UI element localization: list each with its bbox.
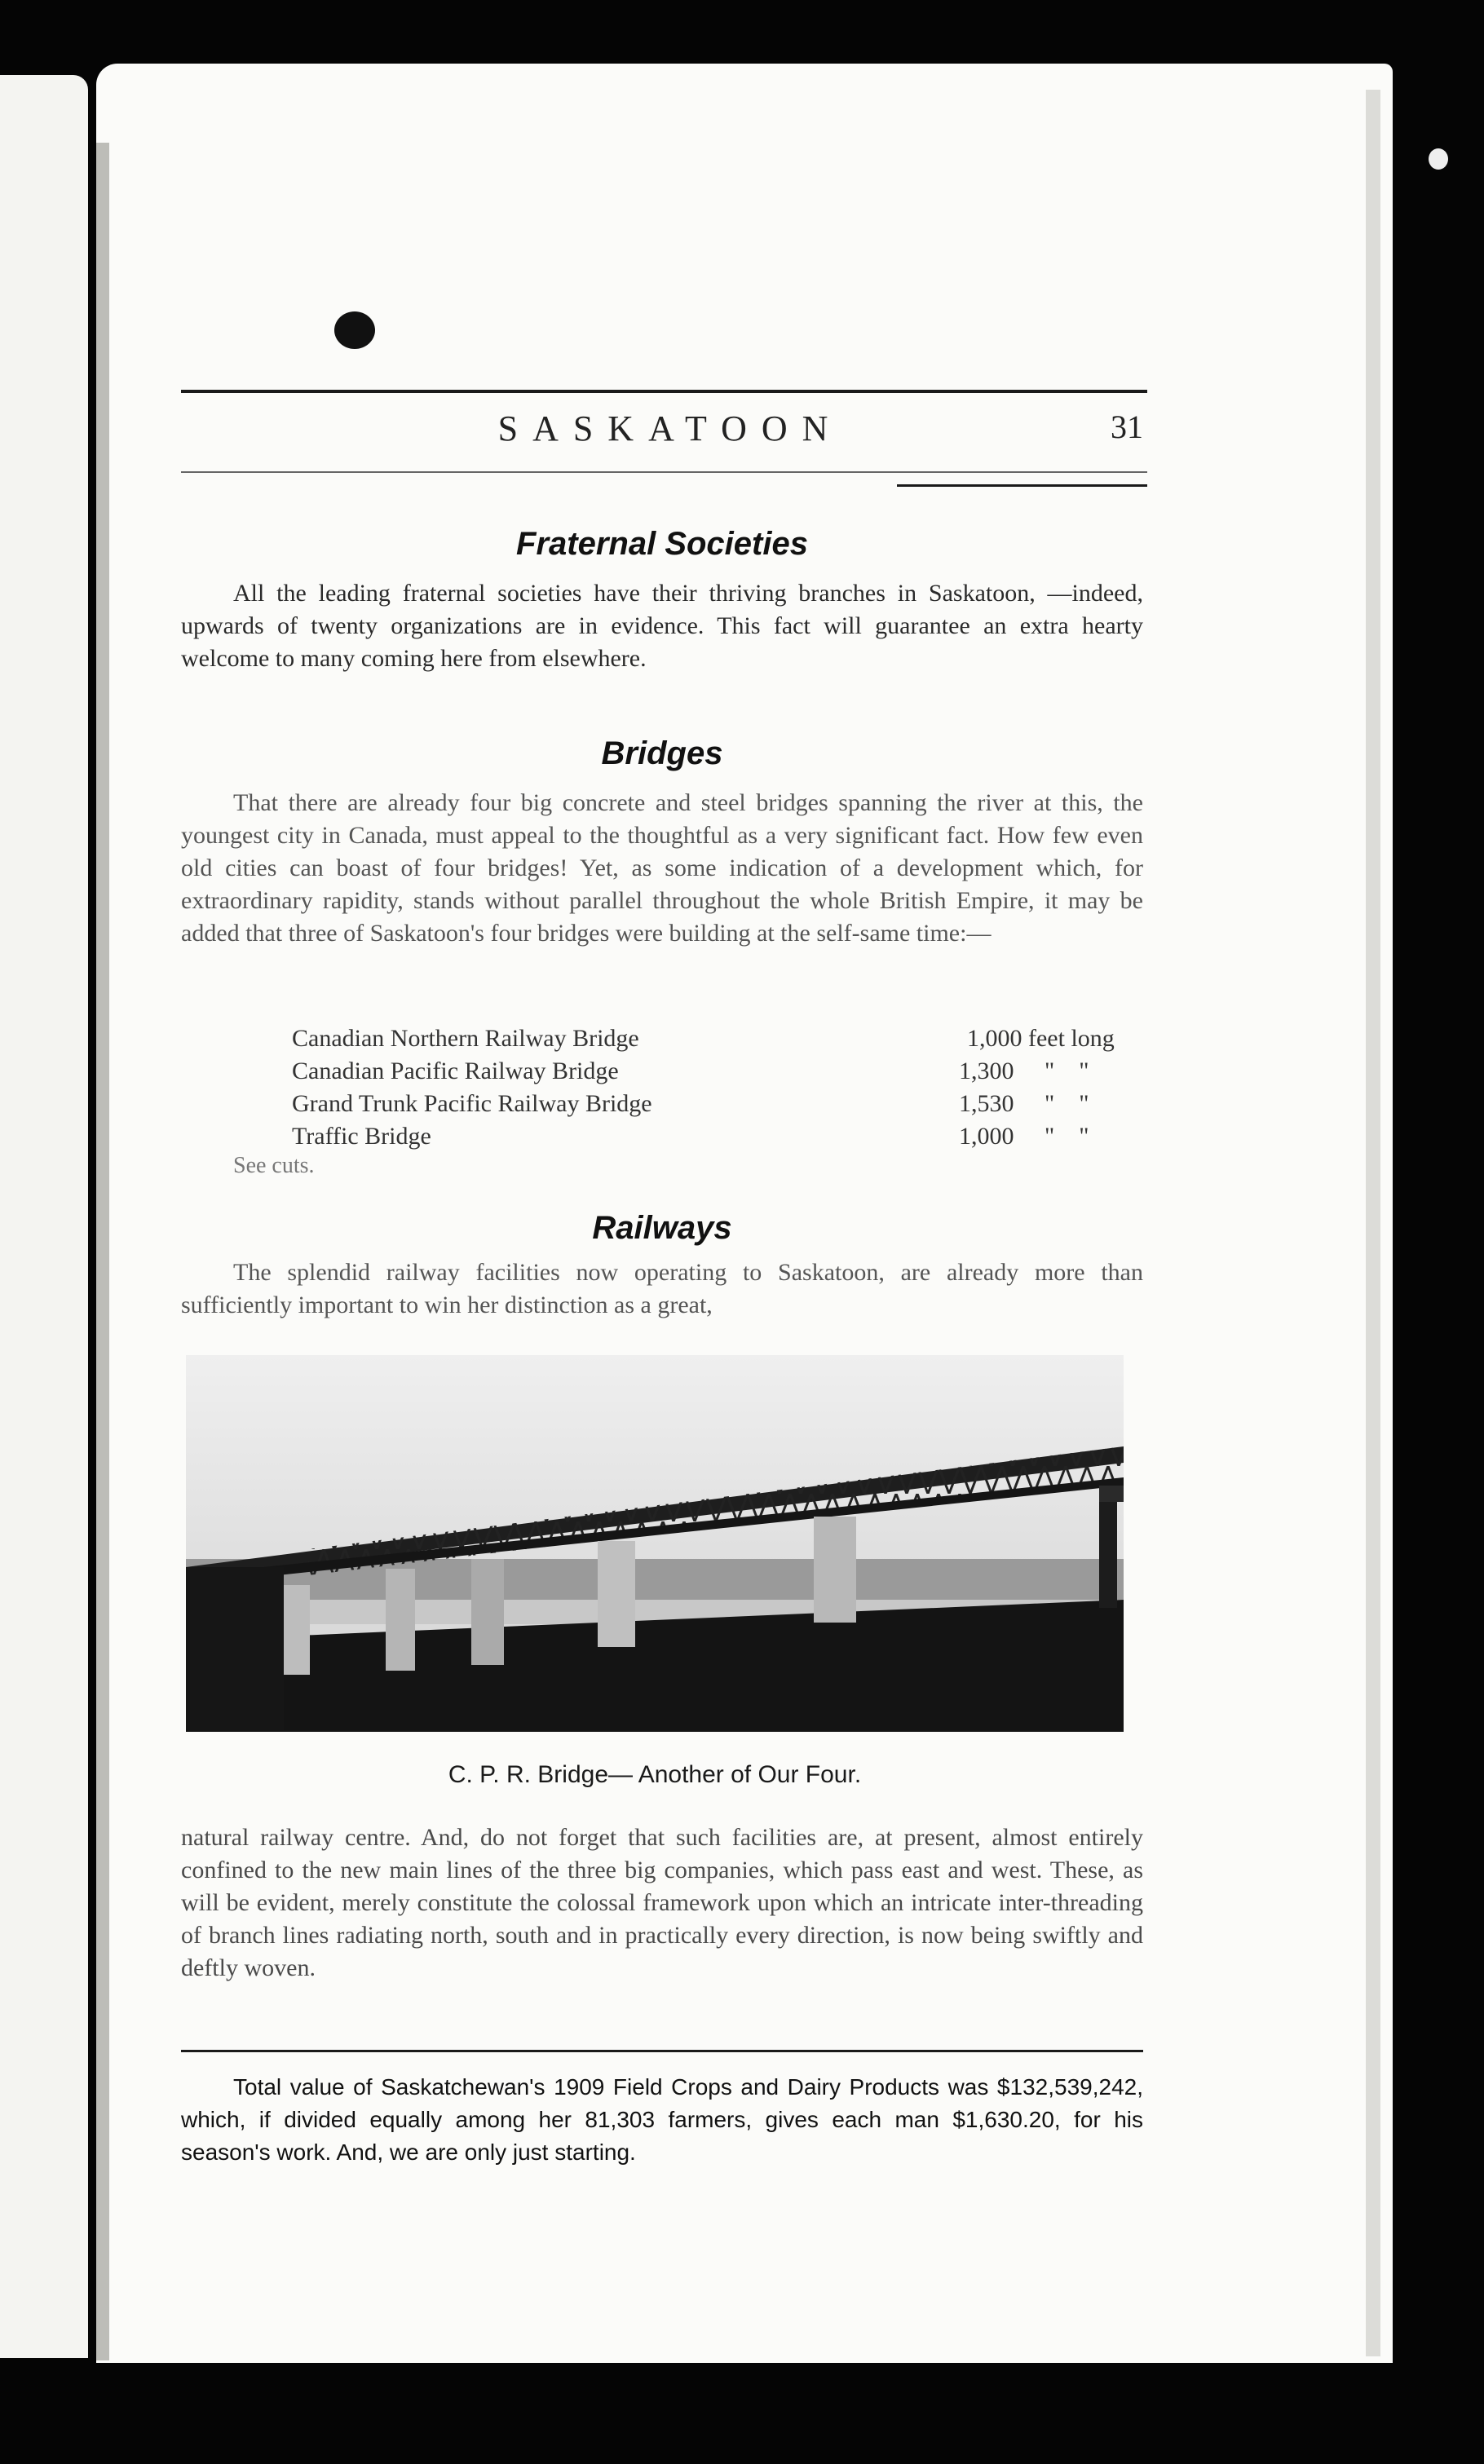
facing-page-edge	[0, 75, 88, 2358]
page-edge-shadow	[1366, 90, 1380, 2356]
bridge-photo-illustration	[186, 1355, 1124, 1732]
bridge-list-item	[292, 1022, 1148, 1055]
heading-bridges: Bridges	[601, 735, 723, 771]
header-rule-top	[181, 390, 1147, 393]
bridge-name: Canadian Pacific Railway Bridge	[292, 1058, 619, 1084]
header-rule-accent	[897, 484, 1147, 487]
footer-rule	[181, 2050, 1143, 2052]
railways-continued	[181, 1822, 1143, 1985]
bridge-list-item	[292, 1120, 1148, 1153]
bridge-name: Traffic Bridge	[292, 1123, 431, 1150]
bridge-list-item	[292, 1055, 1148, 1088]
bridge-length: 1,000 feet long	[959, 1022, 1115, 1055]
bridge-list-item	[292, 1088, 1148, 1120]
photo-caption: C. P. R. Bridge— Another of Our Four.	[448, 1761, 862, 1788]
running-header	[181, 408, 1143, 457]
bridge-length: 1,000 " "	[959, 1123, 1089, 1150]
bridge-length: 1,530 " "	[959, 1090, 1089, 1117]
footer-text: Total value of Saskatchewan's 1909 Field Crops and Dairy Products was $132,539,242, which, if divided equally among her 81,303 farmers, gives each man $1,630.20, for his season's work. And, we are only just starting.	[181, 2074, 1143, 2165]
see-cuts-note: See cuts.	[233, 1153, 315, 1178]
railways-body-continued: natural railway centre. And, do not forget that such facilities are, at present, almost entirely confined to the new main lines of the three big companies, which pass east and west. These, as will be evident, merely constitute the colossal framework upon which an intricate inter-threading of branch lines radiating north, south and in practically every direction, is now being swiftly and deftly woven.	[181, 1824, 1143, 1981]
section-fraternal	[181, 526, 1143, 675]
section-railways	[181, 1210, 1143, 1322]
punch-hole	[334, 311, 375, 349]
railways-body-intro: The splendid railway facilities now operating to Saskatoon, are already more than sufficiently important to win her distinction as a great,	[181, 1259, 1143, 1318]
running-title: SASKATOON	[497, 408, 843, 448]
heading-fraternal-societies: Fraternal Societies	[516, 526, 808, 562]
bridge-name: Canadian Northern Railway Bridge	[292, 1022, 647, 1055]
heading-railways: Railways	[592, 1210, 732, 1246]
bridges-body: That there are already four big concrete and steel bridges spanning the river at this, the youngest city in Canada, must appeal to the thoughtful as a very significant fact. How few even old cities can boast of four bridges! Yet, as some indication of a development which, for extraordinary rapidity, stands without parallel throughout the whole British Empire, it may be added that three of Saskatoon's four bridges were building at the self-same time:—	[181, 789, 1143, 947]
footer-statistic	[181, 2071, 1143, 2169]
fraternal-body: All the leading fraternal societies have their thriving branches in Saskatoon, —indeed, upwards of twenty organizations are in evidence. This fact will guarantee an extra hearty welcome to many coming here from elsewhere.	[181, 580, 1143, 672]
page-number: 31	[1111, 408, 1143, 445]
bridge-list	[292, 1022, 1148, 1153]
header-rule-bottom	[181, 471, 1147, 473]
binding-gutter	[96, 143, 109, 2360]
bridge-length: 1,300 " "	[959, 1058, 1089, 1084]
section-bridges	[181, 735, 1143, 950]
film-speck	[1429, 148, 1448, 170]
bridge-name: Grand Trunk Pacific Railway Bridge	[292, 1090, 652, 1117]
cpr-bridge-photo	[186, 1355, 1124, 1732]
